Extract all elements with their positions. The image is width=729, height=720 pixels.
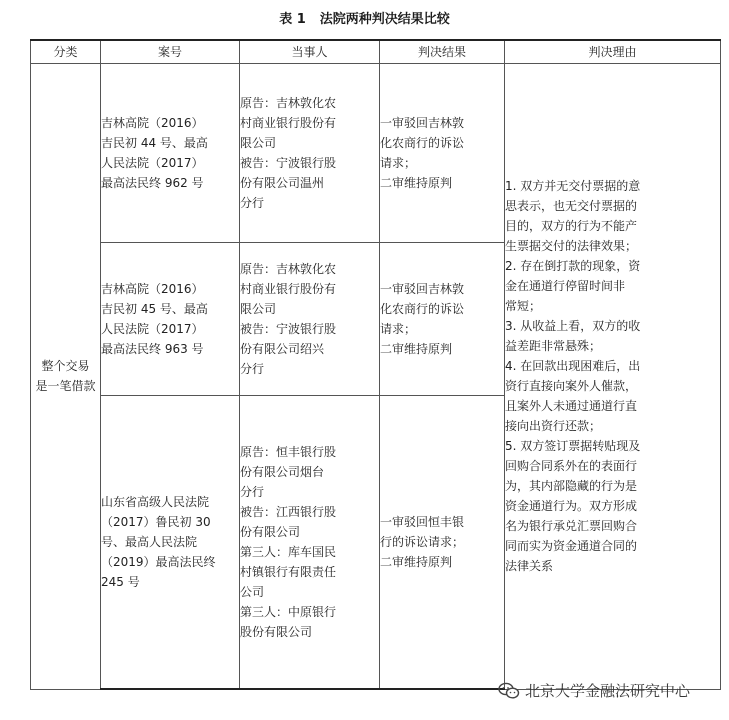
case-number-cell xyxy=(101,64,240,243)
reason-line: 同而实为资金通道合同的 xyxy=(505,539,638,554)
case-number-line: 号、最高人民法院 xyxy=(101,535,198,549)
parties-line: 村镇银行有限责任 xyxy=(240,565,337,579)
wechat-icon xyxy=(498,682,520,700)
case-number-line: 最高法民终 963 号 xyxy=(101,342,204,356)
result-line: 二审维持原判 xyxy=(380,176,453,190)
parties-line: 分行 xyxy=(240,362,265,376)
parties-line: 被告：宁波银行股 xyxy=(240,156,337,170)
result-cell xyxy=(380,64,505,243)
parties-line: 分行 xyxy=(240,196,265,210)
parties-cell xyxy=(240,64,380,243)
case-number-line: （2017）鲁民初 30 xyxy=(101,515,211,529)
header-reason: 判决理由 xyxy=(505,40,721,64)
reason-line: 资金通道行为。双方形成 xyxy=(505,499,638,514)
result-line: 二审维持原判 xyxy=(380,555,453,569)
parties-line: 被告：宁波银行股 xyxy=(240,322,337,336)
parties-line: 限公司 xyxy=(240,302,277,316)
case-number-line: 吉民初 45 号、最高 xyxy=(101,302,208,316)
parties-line: 份有限公司烟台 xyxy=(240,465,325,479)
parties-line: 村商业银行股份有 xyxy=(240,116,337,130)
case-number-cell xyxy=(101,396,240,690)
parties-line: 原告：吉林敦化农 xyxy=(240,96,337,110)
result-line: 化农商行的诉讼 xyxy=(380,302,465,316)
table-caption xyxy=(0,8,729,27)
header-case-number: 案号 xyxy=(101,40,240,64)
parties-line: 公司 xyxy=(240,585,265,599)
reason-line: 且案外人未通过通道行直 xyxy=(505,399,638,414)
case-number-line: 245 号 xyxy=(101,575,140,589)
reason-line: 生票据交付的法律效果； xyxy=(505,239,638,254)
case-number-line: 吉林高院（2016） xyxy=(101,116,204,130)
case-number-line: 人民法院（2017） xyxy=(101,156,204,170)
case-number-line: 最高法民终 962 号 xyxy=(101,176,204,190)
case-number-cell xyxy=(101,243,240,396)
header-category: 分类 xyxy=(31,40,101,64)
result-line: 化农商行的诉讼 xyxy=(380,136,465,150)
reason-line: 为，其内部隐藏的行为是 xyxy=(505,479,638,494)
parties-line: 分行 xyxy=(240,485,265,499)
reason-line: 金在通道行停留时间非 xyxy=(505,279,626,294)
result-cell xyxy=(380,243,505,396)
case-number-line: 人民法院（2017） xyxy=(101,322,204,336)
parties-line: 股份有限公司 xyxy=(240,625,313,639)
reason-line: 5. 双方签订票据转贴现及 xyxy=(505,439,641,454)
reason-line: 名为银行承兑汇票回购合 xyxy=(505,519,638,534)
result-line: 一审驳回恒丰银 xyxy=(380,515,465,529)
comparison-table xyxy=(30,39,721,690)
parties-line: 村商业银行股份有 xyxy=(240,282,337,296)
parties-cell xyxy=(240,243,380,396)
parties-line: 份有限公司 xyxy=(240,525,301,539)
header-parties: 当事人 xyxy=(240,40,380,64)
result-cell xyxy=(380,396,505,690)
parties-line: 份有限公司温州 xyxy=(240,176,325,190)
reason-line: 1. 双方并无交付票据的意 xyxy=(505,179,641,194)
reason-line: 法律关系 xyxy=(505,559,554,574)
header-row xyxy=(31,40,721,64)
table-number: 表 1 xyxy=(279,12,306,27)
parties-cell xyxy=(240,396,380,690)
result-line: 二审维持原判 xyxy=(380,342,453,356)
result-line: 请求； xyxy=(380,322,417,336)
parties-line: 原告：恒丰银行股 xyxy=(240,445,337,459)
reason-line: 益差距非常悬殊； xyxy=(505,339,602,354)
reason-line: 4. 在回款出现困难后，出 xyxy=(505,359,641,374)
result-line: 请求； xyxy=(380,156,417,170)
parties-line: 份有限公司绍兴 xyxy=(240,342,325,356)
reason-line: 思表示，也无交付票据的 xyxy=(505,199,638,214)
reason-line: 目的，双方的行为不能产 xyxy=(505,219,638,234)
category-line: 是一笔借款 xyxy=(35,379,96,394)
result-line: 一审驳回吉林敦 xyxy=(380,116,465,130)
header-result: 判决结果 xyxy=(380,40,505,64)
table-row xyxy=(31,64,721,243)
reason-line: 资行直接向案外人催款， xyxy=(505,379,638,394)
result-line: 行的诉讼请求； xyxy=(380,535,465,549)
case-number-line: 山东省高级人民法院 xyxy=(101,495,210,509)
reason-line: 接向出资行还款； xyxy=(505,419,602,434)
reason-line: 回购合同系外在的表面行 xyxy=(505,459,638,474)
category-line: 整个交易 xyxy=(41,359,90,374)
reason-line: 2. 存在倒打款的现象，资 xyxy=(505,259,641,274)
parties-line: 第三人：中原银行 xyxy=(240,605,337,619)
reason-cell xyxy=(505,64,721,690)
watermark-text: 北京大学金融法研究中心 xyxy=(525,682,691,700)
reason-line: 3. 从收益上看，双方的收 xyxy=(505,319,641,334)
case-number-line: 吉林高院（2016） xyxy=(101,282,204,296)
reason-line: 常短； xyxy=(505,299,542,314)
parties-line: 限公司 xyxy=(240,136,277,150)
parties-line: 第三人：库车国民 xyxy=(240,545,337,559)
table-title: 法院两种判决结果比较 xyxy=(319,12,450,27)
watermark xyxy=(498,680,690,701)
case-number-line: （2019）最高法民终 xyxy=(101,555,216,569)
case-number-line: 吉民初 44 号、最高 xyxy=(101,136,208,150)
result-line: 一审驳回吉林敦 xyxy=(380,282,465,296)
category-cell xyxy=(31,64,101,690)
parties-line: 原告：吉林敦化农 xyxy=(240,262,337,276)
parties-line: 被告：江西银行股 xyxy=(240,505,337,519)
